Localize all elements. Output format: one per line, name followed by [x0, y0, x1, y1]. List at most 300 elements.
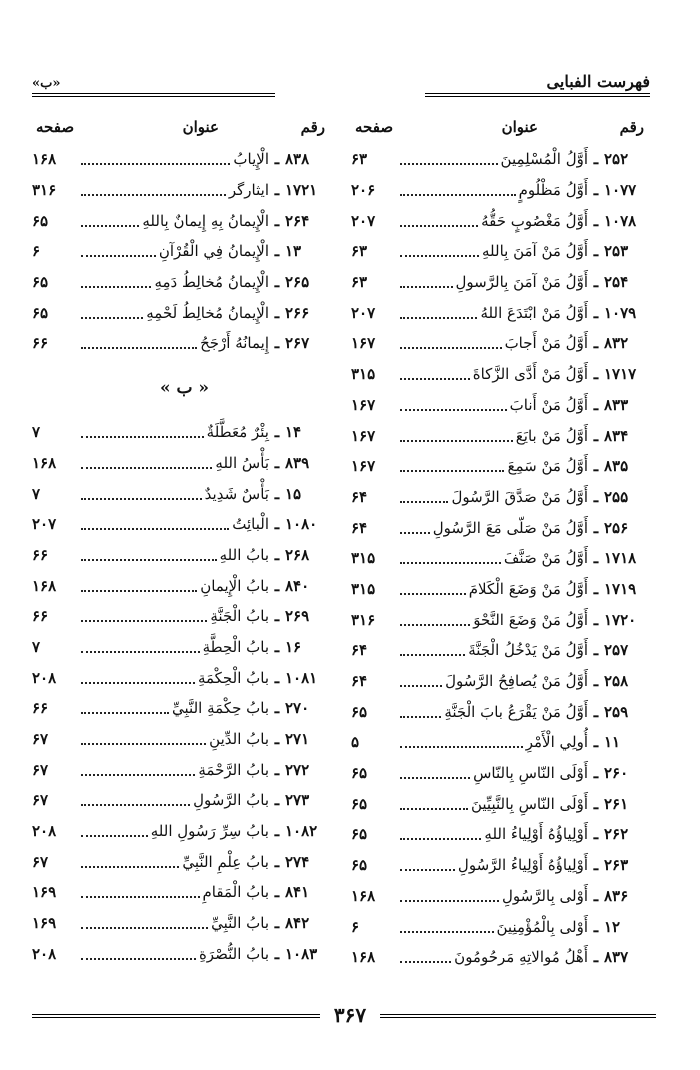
index-entry: [32, 328, 337, 359]
entry-title: بابُ سِرِّ رَسُولِ اللهِ: [150, 822, 269, 841]
entry-number: ۱۶: [285, 637, 302, 656]
entry-number: ۸۳۹: [285, 453, 310, 472]
index-entry: [32, 540, 337, 571]
entry-title: الْإِيمانُ بِهِ إِيمانٌ بِاللهِ: [142, 211, 269, 230]
index-entry: [32, 509, 337, 540]
dot-leader: [400, 900, 499, 902]
index-entry: [32, 417, 337, 448]
entry-page: ۲۰۷: [351, 303, 376, 322]
index-entry: [32, 570, 337, 601]
entry-number: ۲۵۶: [604, 518, 629, 537]
entry-page: ۱۶۹: [32, 883, 57, 902]
dot-leader: [400, 317, 477, 319]
dot-leader: [81, 286, 151, 288]
entry-title: الْإِيمانُ مُخالِطُ لَحْمِهِ: [146, 303, 269, 322]
entry-page: ۶۴: [351, 487, 368, 506]
index-entry: [32, 236, 337, 267]
entry-number: ۱۲: [604, 917, 621, 936]
dot-leader: [400, 931, 494, 933]
index-entry: [32, 478, 337, 509]
entry-dash: ـ: [593, 365, 599, 384]
dot-leader: [400, 777, 470, 779]
entry-page: ۶۷: [32, 730, 49, 749]
entry-title: أَوَّلُ مَنْ وَضَعَ الْكَلامَ: [468, 579, 588, 598]
index-entry: [32, 754, 337, 785]
entry-page: ۷: [32, 637, 41, 656]
entry-number: ۲۶۸: [285, 545, 310, 564]
index-entry: [32, 632, 337, 663]
entry-title: أَوَّلُ مَغْصُوبٍ حَقُّهُ: [481, 211, 588, 230]
dot-leader: [400, 440, 513, 442]
entry-title: أَوَّلُ الْمُسْلِمِینَ: [500, 150, 588, 169]
entry-number: ۱۰۸۰: [285, 515, 318, 534]
index-entry: [351, 236, 656, 267]
column-header-number: رقم: [300, 118, 325, 136]
entry-page: ۱۶۸: [351, 948, 376, 967]
entry-number: ۸۴۱: [285, 883, 310, 902]
entry-number: ۲۶۲: [604, 825, 629, 844]
entry-dash: ـ: [593, 610, 599, 629]
entry-dash: ـ: [274, 334, 280, 353]
entry-page: ۳۱۶: [32, 181, 57, 200]
entry-title: بابُ الْجَنَّةِ: [210, 607, 269, 626]
entry-title: الْإِيمانُ مُخالِطُ دَمِهِ: [154, 273, 269, 292]
dot-leader: [81, 927, 208, 929]
entry-dash: ـ: [593, 273, 599, 292]
entry-page: ۱۶۷: [351, 334, 376, 353]
dot-leader: [81, 528, 229, 530]
index-entry: [351, 482, 656, 513]
entry-title: إِيمانُهُ أَرْجَحُ: [200, 334, 269, 353]
entry-title: أَوَّلُ مَنْ صَلّى مَعَ الرَّسُولِ: [432, 518, 588, 537]
column-header-page: صفحه: [36, 118, 75, 136]
dot-leader: [400, 255, 479, 257]
entry-title: أَوْلَى النّاسِ بِالنَّبِيِّينَ: [470, 794, 588, 813]
index-entry: [32, 816, 337, 847]
entry-number: ۲۶۵: [285, 273, 310, 292]
index-entry: [32, 448, 337, 479]
entry-number: ۱۷۱۹: [604, 579, 637, 598]
entry-number: ۱۷۱۷: [604, 365, 637, 384]
dot-leader: [81, 620, 207, 622]
entry-title: الْإِيمانُ فِي الْقُرْآنِ: [158, 242, 269, 261]
entry-dash: ـ: [593, 641, 599, 660]
dot-leader: [81, 774, 195, 776]
index-entry: [32, 846, 337, 877]
index-entry: [32, 939, 337, 970]
index-entry: [351, 144, 656, 175]
index-entry: [351, 696, 656, 727]
index-entry: [351, 451, 656, 482]
entry-dash: ـ: [274, 576, 280, 595]
entry-page: ۲۰۶: [351, 181, 376, 200]
entry-number: ۱۰۷۸: [604, 211, 637, 230]
dot-leader: [400, 961, 451, 963]
entry-page: ۶۴: [351, 518, 368, 537]
dot-leader: [400, 685, 442, 687]
entry-title: أَوَّلُ مَظْلُومٍ: [518, 181, 588, 200]
index-entry: [32, 693, 337, 724]
index-entry: [351, 911, 656, 942]
entry-page: ۶۶: [32, 545, 49, 564]
entry-page: ۶۵: [32, 211, 49, 230]
entry-dash: ـ: [593, 211, 599, 230]
entry-title: أَوَّلُ مَنْ آمَنَ بِاللهِ: [481, 242, 588, 261]
index-entry: [32, 144, 337, 175]
header-rule-left: [32, 93, 275, 97]
entry-dash: ـ: [274, 791, 280, 810]
index-list-left-bottom: [32, 417, 337, 969]
entry-dash: ـ: [274, 730, 280, 749]
entry-dash: ـ: [593, 764, 599, 783]
entry-dash: ـ: [274, 515, 280, 534]
entry-number: ۱۰۸۳: [285, 944, 318, 963]
entry-title: بابُ النُّصْرَةِ: [198, 944, 269, 963]
entry-number: ۲۶۹: [285, 607, 310, 626]
entry-dash: ـ: [274, 453, 280, 472]
dot-leader: [400, 347, 502, 349]
index-entry: [351, 574, 656, 605]
entry-dash: ـ: [593, 457, 599, 476]
entry-page: ۶۵: [32, 303, 49, 322]
entry-page: ۶۴: [351, 641, 368, 660]
entry-number: ۲۷۱: [285, 730, 310, 749]
entry-number: ۱۷۲۱: [285, 181, 318, 200]
dot-leader: [81, 896, 200, 898]
entry-dash: ـ: [593, 426, 599, 445]
entry-number: ۲۵۷: [604, 641, 629, 660]
entry-dash: ـ: [593, 917, 599, 936]
entry-title: بِئْرٌ مُعَطَّلَةٌ: [206, 423, 269, 442]
entry-number: ۱۱: [604, 733, 621, 752]
index-column-left: [32, 118, 337, 969]
index-entry: [32, 205, 337, 236]
entry-dash: ـ: [593, 242, 599, 261]
entry-dash: ـ: [593, 549, 599, 568]
entry-page: ۶: [32, 242, 41, 261]
index-entry: [32, 662, 337, 693]
entry-number: ۱۰۸۲: [285, 822, 318, 841]
entry-page: ۷: [32, 484, 41, 503]
entry-number: ۱۰۷۷: [604, 181, 637, 200]
entry-title: بابُ النَّبِيِّ: [211, 914, 269, 933]
entry-page: ۶۷: [32, 852, 49, 871]
entry-page: ۲۰۸: [32, 822, 57, 841]
entry-number: ۲۷۴: [285, 852, 310, 871]
entry-number: ۲۶۱: [604, 794, 629, 813]
entry-page: ۷: [32, 423, 41, 442]
entry-dash: ـ: [274, 883, 280, 902]
entry-dash: ـ: [274, 273, 280, 292]
dot-leader: [400, 654, 465, 656]
entry-title: أُولِي الْأَمْرِ: [525, 733, 588, 752]
dot-leader: [81, 559, 217, 561]
entry-page: ۶۵: [351, 702, 368, 721]
index-entry: [351, 543, 656, 574]
index-entry: [351, 512, 656, 543]
index-entry: [32, 175, 337, 206]
entry-title: أَوَّلُ مَنْ بايَعَ: [515, 426, 588, 445]
entry-number: ۸۳۲: [604, 334, 629, 353]
entry-page: ۲۰۷: [351, 211, 376, 230]
entry-title: بَأْسُ اللهِ: [215, 453, 269, 472]
entry-dash: ـ: [593, 702, 599, 721]
entry-number: ۱۰۷۹: [604, 303, 637, 322]
entry-dash: ـ: [274, 484, 280, 503]
entry-page: ۱۶۸: [32, 453, 57, 472]
entry-number: ۲۵۴: [604, 273, 629, 292]
entry-title: أَوَّلُ مَنْ آمَنَ بِالرَّسولِ: [455, 273, 588, 292]
entry-title: بابُ عِلْمِ النَّبِيِّ: [182, 852, 269, 871]
dot-leader: [81, 682, 195, 684]
index-entry: [351, 666, 656, 697]
entry-dash: ـ: [593, 672, 599, 691]
dot-leader: [81, 255, 156, 257]
dot-leader: [400, 593, 466, 595]
entry-page: ۲۰۷: [32, 515, 57, 534]
entry-dash: ـ: [593, 303, 599, 322]
dot-leader: [81, 317, 143, 319]
entry-dash: ـ: [593, 733, 599, 752]
dot-leader: [81, 347, 197, 349]
entry-title: أَوَّلُ مَنْ أَجابَ: [504, 334, 588, 353]
dot-leader: [81, 467, 212, 469]
footer-rule-right: [380, 1014, 656, 1018]
index-entry: [351, 881, 656, 912]
entry-title: أَوَّلُ مَنْ صَدَّقَ الرَّسُولَ: [451, 487, 588, 506]
entry-page: ۶۷: [32, 791, 49, 810]
entry-number: ۸۳۶: [604, 886, 629, 905]
entry-number: ۲۵۳: [604, 242, 629, 261]
entry-number: ۱۰۸۱: [285, 668, 318, 687]
dot-leader: [81, 163, 230, 165]
entry-page: ۱۶۷: [351, 426, 376, 445]
index-entry: [351, 635, 656, 666]
entry-page: ۶۶: [32, 607, 49, 626]
dot-leader: [81, 804, 190, 806]
entry-number: ۲۷۰: [285, 699, 310, 718]
dot-leader: [81, 651, 200, 653]
entry-page: ۳۱۶: [351, 610, 376, 629]
entry-number: ۱۵: [285, 484, 302, 503]
index-entry: [351, 328, 656, 359]
index-entry: [32, 267, 337, 298]
entry-number: ۸۳۵: [604, 457, 629, 476]
running-header-title: فهرست الفبایی: [546, 72, 650, 91]
entry-title: أَوَّلُ مَنْ أَنابَ: [509, 395, 588, 414]
entry-dash: ـ: [593, 395, 599, 414]
entry-title: أَهْلُ مُوالاتِهِ مَرحُومُونَ: [454, 948, 588, 967]
dot-leader: [400, 470, 504, 472]
entry-page: ۶۵: [32, 273, 49, 292]
entry-page: ۶۳: [351, 273, 368, 292]
entry-page: ۱۶۹: [32, 914, 57, 933]
entry-title: أَوْلى بِالرَّسُولِ: [501, 886, 588, 905]
entry-number: ۸۳۳: [604, 395, 629, 414]
entry-dash: ـ: [593, 334, 599, 353]
entry-number: ۲۷۳: [285, 791, 310, 810]
entry-title: أَوَّلُ مَنْ يَقْرَعُ بابَ الْجَنَّةِ: [444, 702, 588, 721]
entry-title: أَوَّلُ مَنْ أَدَّى الزَّكاةَ: [472, 365, 588, 384]
entry-number: ۱۷۲۰: [604, 610, 637, 629]
entry-number: ۲۵۲: [604, 150, 629, 169]
entry-number: ۲۶۴: [285, 211, 310, 230]
index-entry: [351, 297, 656, 328]
dot-leader: [81, 866, 179, 868]
index-entry: [32, 297, 337, 328]
footer-rule-left: [32, 1014, 320, 1018]
entry-title: أَوَّلُ مَنْ صَنَّفَ: [503, 549, 588, 568]
entry-page: ۶۶: [32, 334, 49, 353]
entry-dash: ـ: [274, 637, 280, 656]
dot-leader: [400, 532, 430, 534]
entry-title: بابُ الْمَقامِ: [202, 883, 269, 902]
entry-dash: ـ: [274, 211, 280, 230]
entry-number: ۸۴۲: [285, 914, 310, 933]
entry-title: أَوَّلُ مَنْ يَدْخُلُ الْجَنَّةَ: [468, 641, 588, 660]
entry-dash: ـ: [274, 822, 280, 841]
entry-number: ۲۵۸: [604, 672, 629, 691]
dot-leader: [400, 624, 470, 626]
entry-page: ۶۵: [351, 856, 368, 875]
entry-title: بابُ الرَّسُولِ: [193, 791, 269, 810]
dot-leader: [81, 712, 169, 714]
column-header-number: رقم: [619, 118, 644, 136]
entry-dash: ـ: [593, 487, 599, 506]
entry-page: ۶۵: [351, 794, 368, 813]
entry-title: بابُ الْإِيمانِ: [200, 576, 269, 595]
entry-page: ۵: [351, 733, 360, 752]
section-heading-ba: « ب »: [159, 377, 210, 398]
entry-page: ۶۳: [351, 150, 368, 169]
entry-page: ۶۳: [351, 242, 368, 261]
entry-page: ۶: [351, 917, 360, 936]
entry-dash: ـ: [593, 825, 599, 844]
entry-dash: ـ: [593, 948, 599, 967]
header-rule-right: [425, 93, 650, 97]
entry-dash: ـ: [593, 181, 599, 200]
entry-title: أَوَّلُ مَنْ ابْتَدَعَ اللهُ: [480, 303, 588, 322]
column-header-left: [32, 118, 337, 144]
entry-number: ۲۶۶: [285, 303, 310, 322]
index-column-right: [351, 118, 656, 973]
entry-dash: ـ: [274, 699, 280, 718]
dot-leader: [400, 838, 481, 840]
entry-title: أَوَّلُ مَنْ وَضَعَ النَّحْوَ: [473, 610, 588, 629]
entry-number: ۸۳۸: [285, 150, 310, 169]
entry-dash: ـ: [274, 914, 280, 933]
index-entry: [351, 175, 656, 206]
dot-leader: [400, 746, 523, 748]
index-entry: [351, 942, 656, 973]
entry-number: ۱۷۱۸: [604, 549, 637, 568]
entry-dash: ـ: [274, 242, 280, 261]
dot-leader: [400, 808, 468, 810]
index-entry: [351, 390, 656, 421]
dot-leader: [400, 194, 516, 196]
entry-dash: ـ: [274, 150, 280, 169]
dot-leader: [400, 286, 453, 288]
entry-number: ۱۳: [285, 242, 302, 261]
dot-leader: [81, 436, 204, 438]
entry-dash: ـ: [593, 794, 599, 813]
entry-dash: ـ: [593, 886, 599, 905]
index-entry: [32, 877, 337, 908]
entry-title: أَوْلِياؤُهُ أَوْلِياءُ اللهِ: [484, 825, 588, 844]
dot-leader: [400, 869, 455, 871]
index-entry: [351, 267, 656, 298]
entry-title: أَوْلَى النّاسِ بِالنّاسِ: [473, 764, 588, 783]
dot-leader: [400, 163, 498, 165]
entry-number: ۲۷۲: [285, 760, 310, 779]
dot-leader: [400, 225, 478, 227]
index-entry: [351, 604, 656, 635]
index-list-left-top: [32, 144, 337, 359]
entry-dash: ـ: [274, 181, 280, 200]
entry-title: أَوَّلُ مَنْ سَمِعَ: [507, 457, 588, 476]
page-number: ۳۶۷: [333, 1003, 367, 1027]
dot-leader: [81, 835, 148, 837]
dot-leader: [400, 378, 470, 380]
entry-page: ۶۶: [32, 699, 49, 718]
entry-number: ۸۴۰: [285, 576, 310, 595]
entry-dash: ـ: [274, 852, 280, 871]
entry-page: ۳۱۵: [351, 579, 376, 598]
entry-page: ۱۶۸: [32, 576, 57, 595]
entry-dash: ـ: [274, 668, 280, 687]
entry-page: ۶۵: [351, 764, 368, 783]
index-entry: [32, 785, 337, 816]
entry-number: ۸۳۴: [604, 426, 629, 445]
entry-dash: ـ: [593, 856, 599, 875]
entry-dash: ـ: [274, 944, 280, 963]
column-header-title: عنوان: [182, 118, 219, 136]
index-entry: [351, 819, 656, 850]
dot-leader: [400, 409, 507, 411]
entry-number: ۲۵۵: [604, 487, 629, 506]
column-header-title: عنوان: [501, 118, 538, 136]
index-entry: [351, 359, 656, 390]
entry-page: ۶۷: [32, 760, 49, 779]
dot-leader: [81, 225, 139, 227]
dot-leader: [400, 562, 501, 564]
entry-number: ۱۴: [285, 423, 302, 442]
index-entry: [351, 420, 656, 451]
entry-dash: ـ: [274, 423, 280, 442]
entry-title: بابُ الرَّحْمَةِ: [198, 760, 269, 779]
entry-page: ۱۶۷: [351, 395, 376, 414]
entry-page: ۳۱۵: [351, 365, 376, 384]
index-entry: [32, 908, 337, 939]
entry-dash: ـ: [274, 760, 280, 779]
entry-page: ۶۵: [351, 825, 368, 844]
entry-page: ۳۱۵: [351, 549, 376, 568]
dot-leader: [81, 958, 196, 960]
entry-dash: ـ: [274, 303, 280, 322]
index-entry: [351, 758, 656, 789]
entry-dash: ـ: [274, 607, 280, 626]
entry-number: ۲۶۳: [604, 856, 629, 875]
dot-leader: [400, 501, 448, 503]
entry-number: ۸۳۷: [604, 948, 629, 967]
dot-leader: [81, 590, 197, 592]
index-entry: [32, 724, 337, 755]
running-header-letter: «ب»: [32, 76, 61, 91]
index-list-right: [351, 144, 656, 973]
column-header-right: [351, 118, 656, 144]
entry-title: ایثارگر: [228, 181, 269, 200]
entry-dash: ـ: [593, 518, 599, 537]
